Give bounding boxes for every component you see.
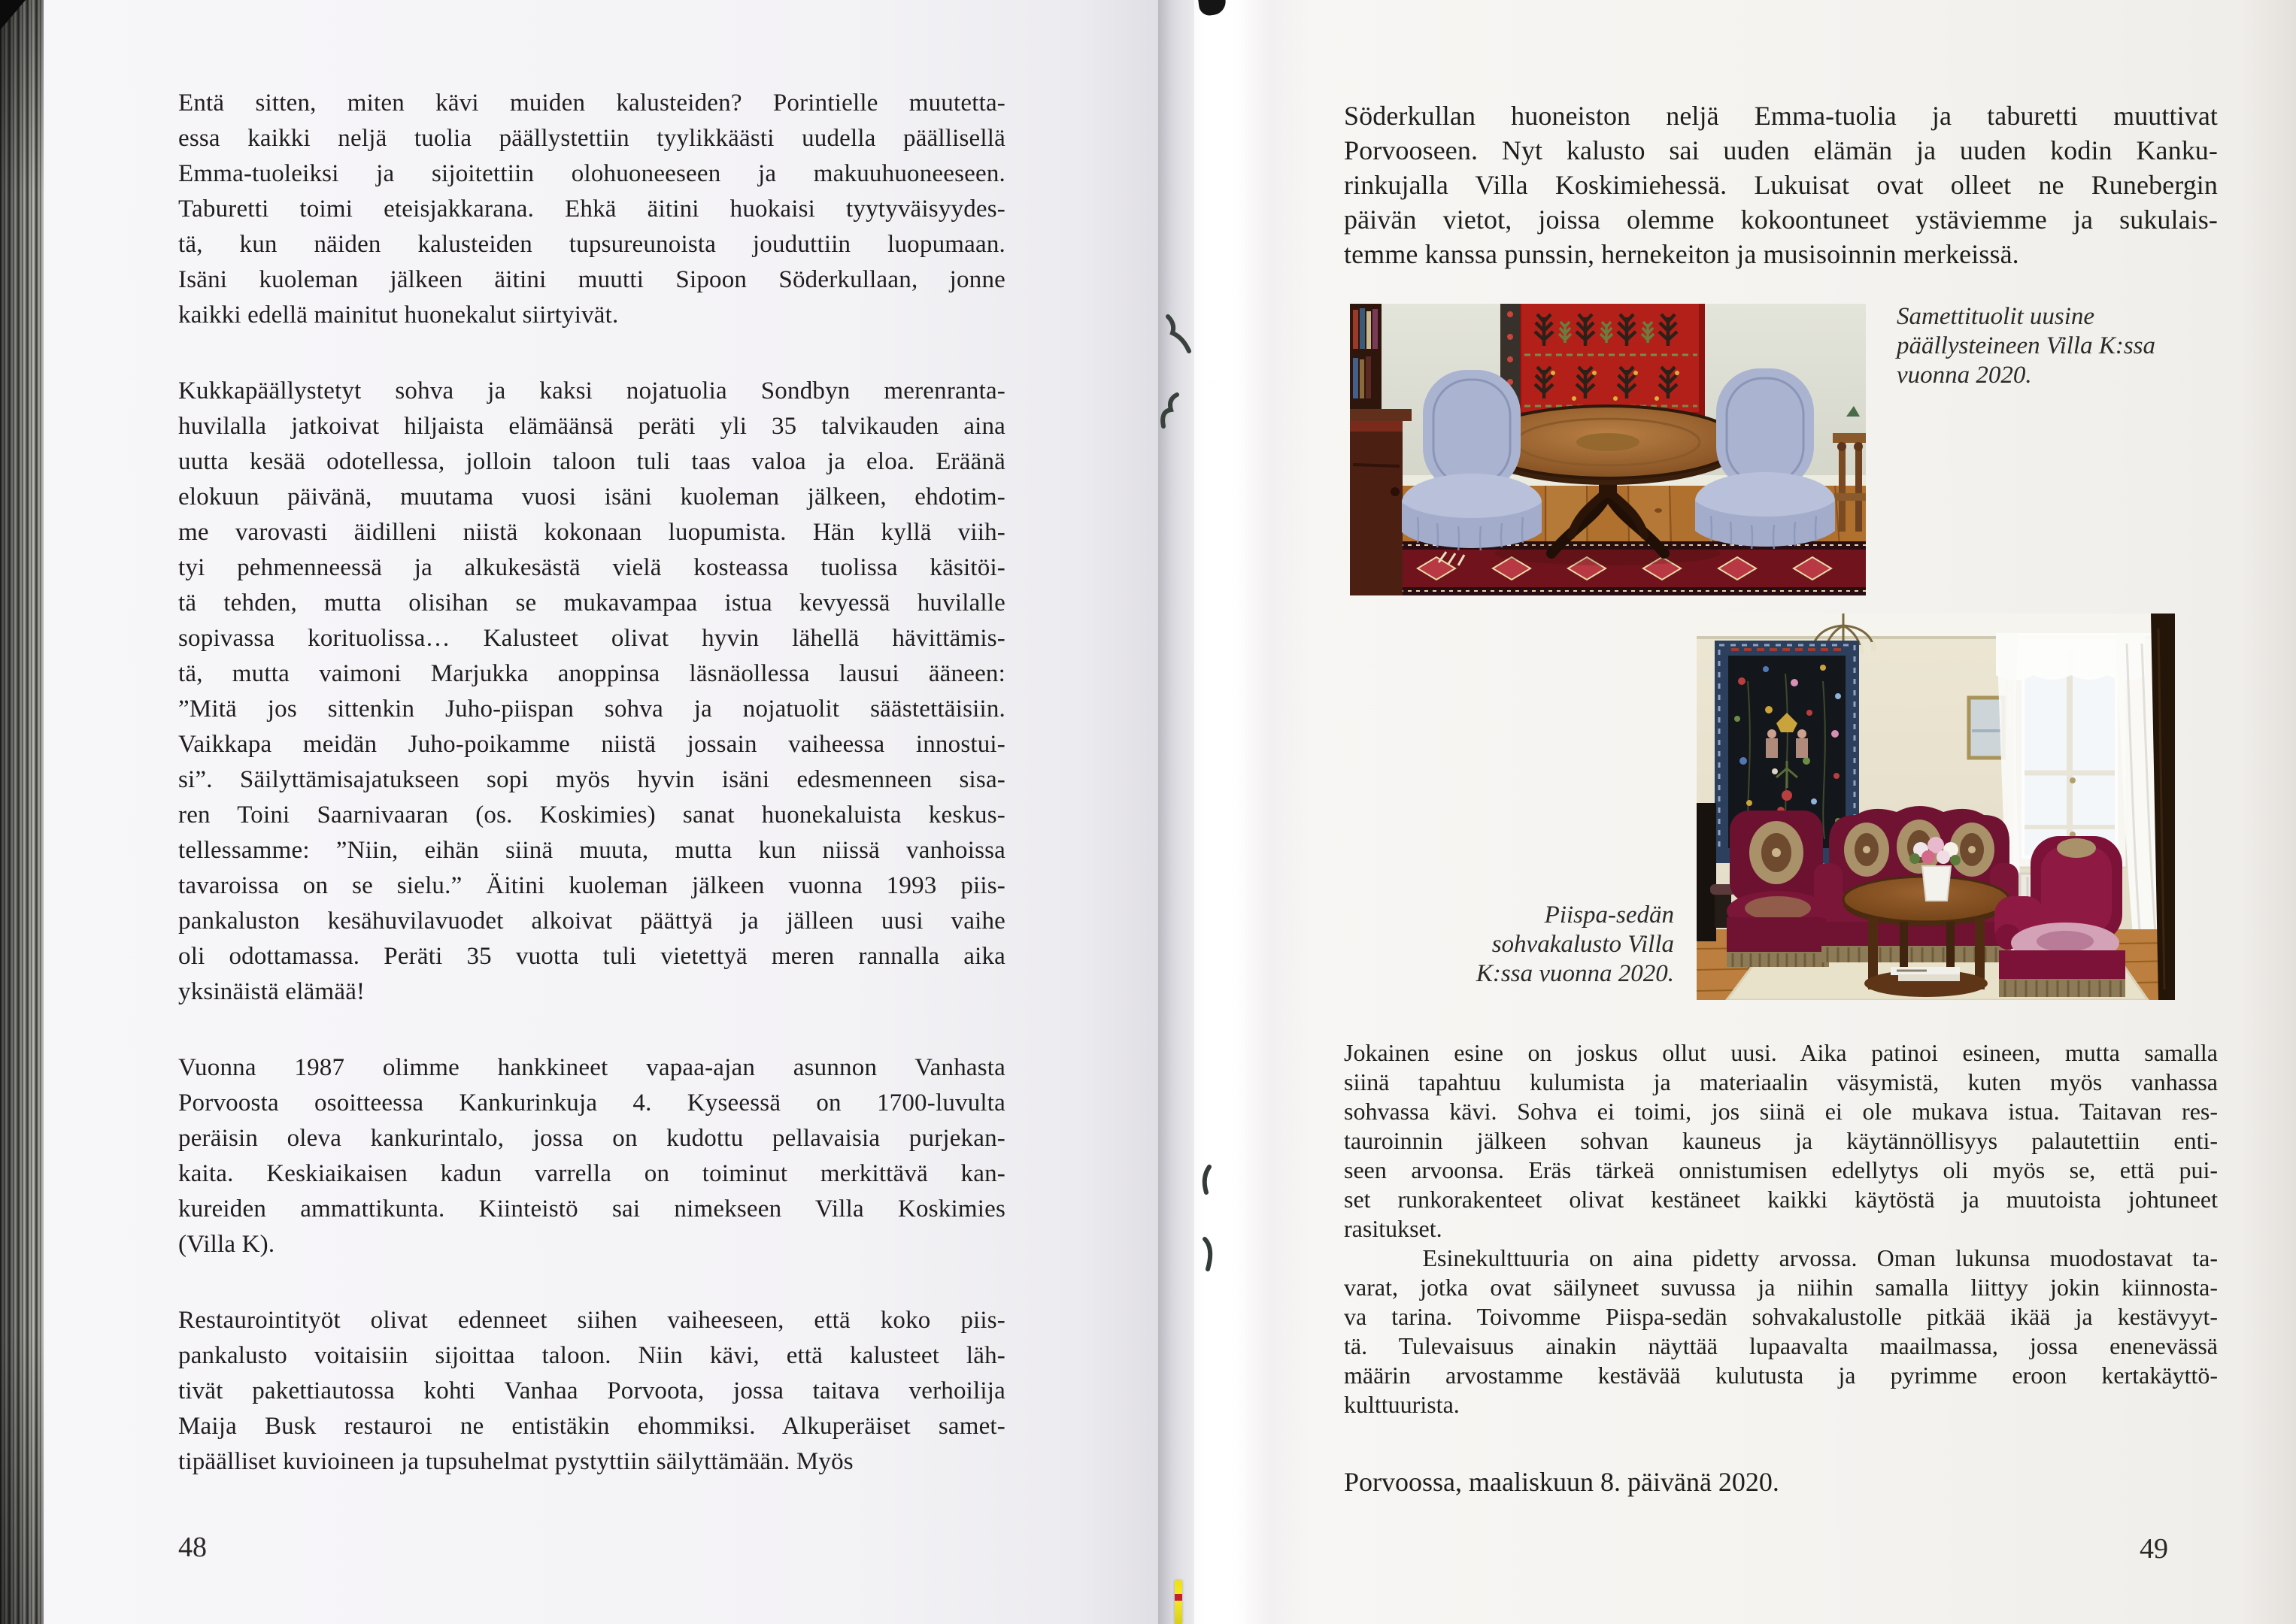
text-line: tä, kun näiden kalusteiden tupsureunoista jouduttiin luopumaan. bbox=[178, 231, 1005, 258]
text-line: tauroinnin jälkeen sohvan kauneus ja käytännöllisyys palautettiin enti- bbox=[1344, 1127, 2218, 1154]
text-line: kaita. Keskiaikaisen kadun varrella on toiminut merkittävä kan- bbox=[178, 1160, 1005, 1187]
text-line: Jokainen esine on joskus ollut uusi. Aika patinoi esineen, mutta samalla bbox=[1344, 1039, 2218, 1066]
photo2-armchair-left bbox=[1727, 810, 1829, 967]
left-page-body-text bbox=[178, 86, 1005, 1480]
photo2-ceiling bbox=[1697, 614, 2175, 636]
text-line: sopivassa korituolissa… Kalusteet olivat hyvin lähellä hävittämis- bbox=[178, 625, 1005, 652]
page-number-left: 48 bbox=[178, 1532, 207, 1563]
text-line: rinkujalla Villa Koskimiehessä. Lukuisat ovat olleet ne Runebergin bbox=[1344, 170, 2218, 200]
text-line: Restaurointityöt olivat edenneet siihen vaiheeseen, että koko piis- bbox=[178, 1307, 1005, 1334]
text-line: Taburetti toimi eteisjakkarana. Ehkä äitini huokaisi tyytyväisyydes- bbox=[178, 195, 1005, 223]
text-line: seen arvoonsa. Eräs tärkeä onnistumisen edellytys oli myös se, että pui- bbox=[1344, 1156, 2218, 1183]
text-line: elokuun päivänä, muutama vuosi isäni kuoleman jälkeen, ehdotim- bbox=[178, 483, 1005, 511]
paragraph bbox=[1344, 1038, 2218, 1244]
text-line: Samettituolit uusine bbox=[1897, 303, 2095, 330]
text-line: kaikki edellä mainitut huonekalut siirtyivät. bbox=[178, 301, 619, 329]
text-line: uutta kesää odotellessa, jolloin taloon tuli taas valoa ja eloa. Eräänä bbox=[178, 448, 1005, 475]
text-line: tavaroissa on se sielu.” Äitini kuoleman jälkeen vuonna 1993 piis- bbox=[178, 872, 1005, 899]
page-number-right: 49 bbox=[2140, 1533, 2168, 1565]
text-line: sohvakalusto Villa bbox=[1491, 931, 1674, 958]
text-line: Isäni kuoleman jälkeen äitini muutti Sipoon Söderkullaan, jonne bbox=[178, 266, 1005, 293]
text-line: siinä tapahtuu kulumista ja materiaalin väsymistä, kuten myös vanhassa bbox=[1344, 1068, 2218, 1095]
photo-velvet-chairs-and-table bbox=[1350, 304, 1866, 595]
text-line: tä tehden, mutta olisihan se mukavampaa istua kevyessä huvilalle bbox=[178, 589, 1005, 617]
book-corner-shadow bbox=[0, 0, 26, 30]
dateline: Porvoossa, maaliskuun 8. päivänä 2020. bbox=[1344, 1467, 1779, 1497]
text-line: tä, mutta vaimoni Marjukka anoppinsa läsnäollessa lausui ääneen: bbox=[178, 660, 1005, 687]
paragraph bbox=[1344, 98, 2218, 271]
text-line: Maija Busk restauroi ne entistäkin ehommiksi. Alkuperäiset samet- bbox=[178, 1413, 1005, 1440]
text-line: Porvoosta osoitteessa Kankurinkuja 4. Kyseessä on 1700-luvulta bbox=[178, 1089, 1005, 1116]
text-line: ”Mitä jos sittenkin Juho-piispan sohva ja nojatuolit säästettäisiin. bbox=[178, 695, 1005, 723]
text-line: huvilalla jatkoivat hiljaista elämäänsä peräti yli 35 talvikauden aina bbox=[178, 413, 1005, 440]
text-line: vuonna 2020. bbox=[1897, 362, 2032, 389]
text-line: Vaikkapa meidän Juho-poikamme niistä jossain vaiheessa innostui- bbox=[178, 731, 1005, 758]
text-line: si”. Säilyttämisajatukseen sopi myös hyvin isäni edesmenneen sisa- bbox=[178, 766, 1005, 793]
text-line: Porvooseen. Nyt kalusto sai uuden elämän ja uuden kodin Kanku- bbox=[1344, 135, 2218, 165]
paragraph bbox=[178, 86, 1005, 333]
text-line: va tarina. Toivomme Piispa-sedän sohvakalustolle pitkää ikää ja kestävyyt- bbox=[1344, 1303, 2218, 1330]
text-line: set runkorakenteet olivat kestäneet kaikki käytöstä ja muutoista johtuneet bbox=[1344, 1186, 2218, 1213]
photo2-caption bbox=[1343, 901, 1674, 989]
photo-sofa-suite-living-room bbox=[1697, 614, 2175, 1000]
paragraph bbox=[178, 374, 1005, 1010]
photo1-caption bbox=[1897, 302, 2232, 390]
text-line: kureiden ammattikunta. Kiinteistö sai nimekseen Villa Koskimies bbox=[178, 1195, 1005, 1223]
yellow-bookmark-strip bbox=[1175, 1580, 1182, 1624]
text-line: rasitukset. bbox=[1344, 1215, 1442, 1242]
paragraph bbox=[178, 1303, 1005, 1480]
paragraph bbox=[178, 1050, 1005, 1262]
photo1-bookshelf bbox=[1350, 304, 1382, 409]
text-line: tä. Tulevaisuus ainakin näyttää lupaavalta maailmassa, jossa enenevässä bbox=[1344, 1332, 2218, 1359]
text-line: pankaluston kesähuvilavuodet alkoivat päättyä ja jälleen uusi vaihe bbox=[178, 907, 1005, 935]
text-line: Söderkullan huoneiston neljä Emma-tuolia ja taburetti muuttivat bbox=[1344, 101, 2218, 131]
text-line: Piispa-sedän bbox=[1544, 901, 1674, 929]
text-line: me varovasti äidilleni niistä kokonaan luopumista. Hän kyllä viih- bbox=[178, 519, 1005, 546]
text-line: tyi pehmenneessä ja alkukesästä vielä kosteassa tuolissa käsitöi- bbox=[178, 554, 1005, 581]
text-line: ren Toini Saarnivaaran (os. Koskimies) sanat huonekaluista keskus- bbox=[178, 801, 1005, 829]
text-line: määrin arvostamme kestävää kulutusta ja pyrimme eroon kertakäyttö- bbox=[1344, 1362, 2218, 1389]
text-line: sohvassa kävi. Sohva ei toimi, jos siinä ei ole mukava istua. Taitavan res- bbox=[1344, 1098, 2218, 1125]
text-line: oli odottamassa. Peräti 35 vuotta tuli vietettyä meren rannalla aika bbox=[178, 943, 1005, 970]
right-page-intro-text bbox=[1344, 98, 2218, 271]
bookmark-red-mark bbox=[1175, 1594, 1182, 1601]
text-line: Kukkapäällystetyt sohva ja kaksi nojatuolia Sondbyn merenranta- bbox=[178, 377, 1005, 404]
text-line: Entä sitten, miten kävi muiden kalusteiden? Porintielle muutetta- bbox=[178, 89, 1005, 117]
text-line: temme kanssa punssin, hernekeiton ja musisoinnin merkeissä. bbox=[1344, 239, 2019, 269]
text-line: Vuonna 1987 olimme hankkineet vapaa-ajan asunnon Vanhasta bbox=[178, 1054, 1005, 1081]
text-line: yksinäistä elämää! bbox=[178, 978, 365, 1005]
text-line: essa kaikki neljä tuolia päällystettiin tyylikkäästi uudella päällisellä bbox=[178, 125, 1005, 152]
photo2-framed-picture bbox=[1969, 698, 2003, 758]
text-line: kulttuurista. bbox=[1344, 1391, 1460, 1418]
text-line: peräisin oleva kankurintalo, jossa on kudottu pellavaisia purjekan- bbox=[178, 1125, 1005, 1152]
text-line: tellessamme: ”Niin, eihän siinä muuta, mutta kun niissä vanhoissa bbox=[178, 837, 1005, 864]
text-line: pankalusto voitaisiin sijoittaa taloon. Niin kävi, että kalusteet läh- bbox=[178, 1342, 1005, 1369]
text-line: tipäälliset kuvioineen ja tupsuhelmat pystyttiin säilyttämään. Myös bbox=[178, 1448, 854, 1475]
text-line: tivät pakettiautossa kohti Vanhaa Porvoota, jossa taitava verhoilija bbox=[178, 1377, 1005, 1404]
text-line: (Villa K). bbox=[178, 1231, 275, 1258]
text-line: päällysteineen Villa K:ssa bbox=[1897, 332, 2156, 359]
right-page-body-text bbox=[1344, 1038, 2218, 1419]
text-line: päivän vietot, joissa olemme kokoontuneet ystäviemme ja sukulais- bbox=[1344, 205, 2218, 235]
text-line: K:ssa vuonna 2020. bbox=[1476, 960, 1674, 987]
text-line: Esinekulttuuria on aina pidetty arvossa. Oman lukunsa muodostavat ta- bbox=[1344, 1244, 2218, 1271]
paragraph bbox=[1344, 1244, 2218, 1419]
text-line: Emma-tuoleiksi ja sijoitettiin olohuoneeseen ja makuuhuoneeseen. bbox=[178, 160, 1005, 187]
text-line: varat, jotka ovat säilyneet suvussa ja niihin samalla liittyy jokin kiinnosta- bbox=[1344, 1274, 2218, 1301]
book-page-edges-shadow bbox=[0, 0, 44, 1624]
